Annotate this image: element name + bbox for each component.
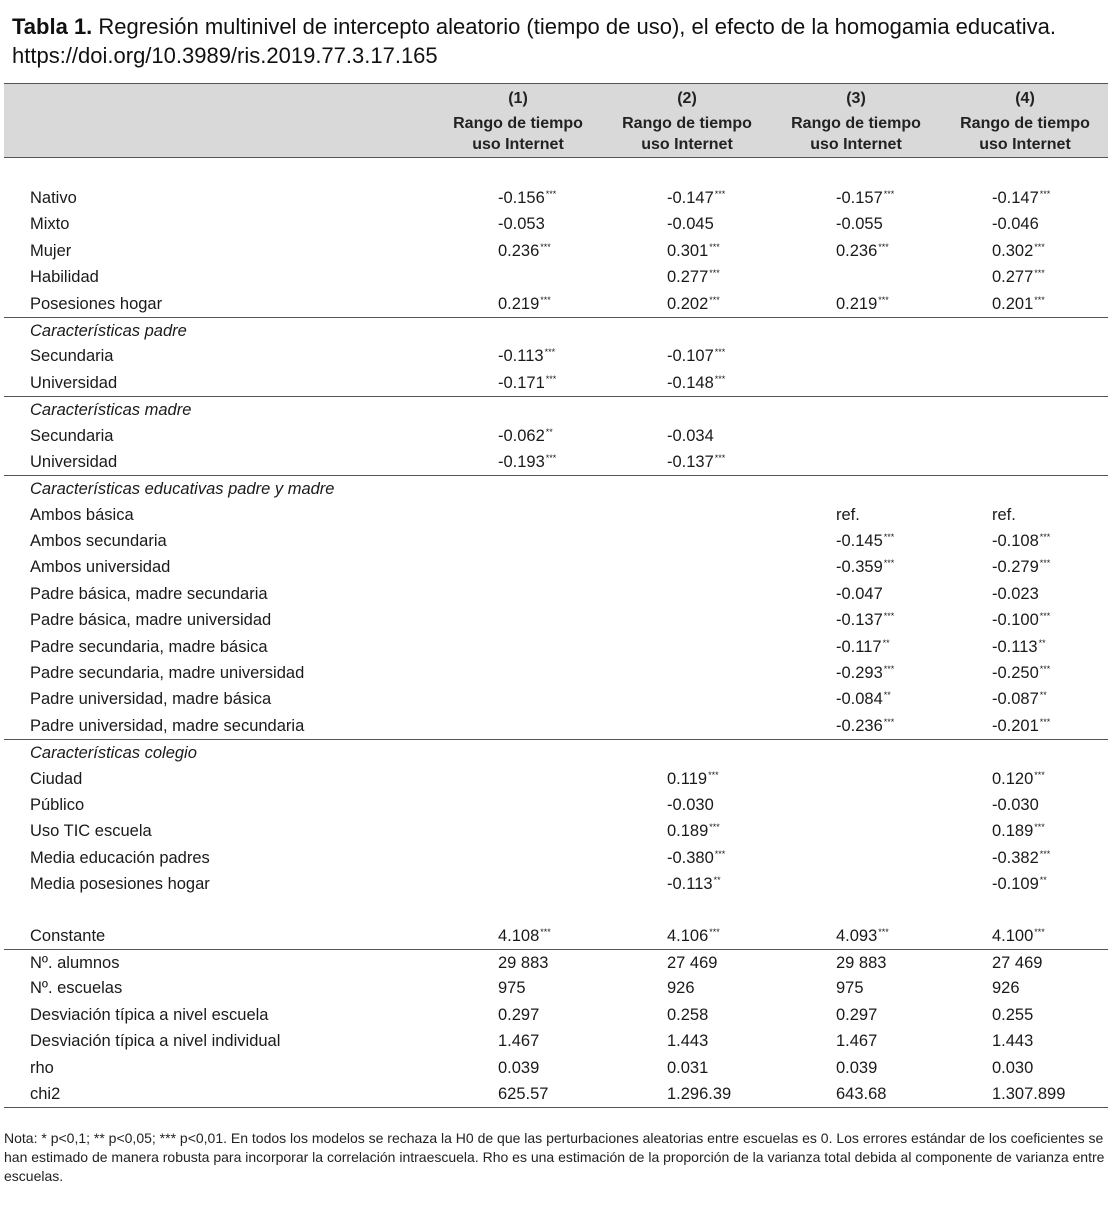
table-cell: 0.219***: [498, 294, 551, 313]
table-cell: -0.053: [498, 215, 545, 234]
significance-stars: ***: [883, 189, 895, 199]
row-label: Mixto: [30, 215, 70, 234]
significance-stars: ***: [709, 294, 720, 305]
table-cell: 1.296.39: [667, 1084, 732, 1103]
table-cell: 0.236***: [498, 241, 551, 260]
column-header-3: (3) Rango de tiempo uso Internet: [791, 90, 921, 153]
table-cell: 0.277***: [992, 268, 1045, 287]
significance-stars: ***: [883, 716, 895, 727]
table-cell: 0.189***: [992, 822, 1045, 841]
table-row: [4, 423, 1108, 449]
significance-stars: ***: [878, 294, 889, 305]
table-cell: 975: [498, 979, 526, 998]
table-cell: -0.382***: [992, 848, 1051, 867]
row-label: Media educación padres: [30, 848, 210, 867]
significance-stars: ***: [1034, 822, 1045, 833]
stats-row: [4, 1055, 1108, 1081]
significance-stars: **: [545, 426, 553, 437]
table-cell: -0.147***: [667, 189, 726, 207]
table-cell: -0.108***: [992, 532, 1051, 551]
table-cell: -0.171***: [498, 373, 557, 392]
table-cell: 926: [667, 979, 695, 998]
row-label: Mujer: [30, 241, 72, 260]
table-cell: 29 883: [836, 953, 887, 972]
significance-stars: ***: [709, 822, 720, 833]
significance-stars: ***: [1034, 241, 1045, 252]
significance-stars: ***: [878, 926, 889, 937]
significance-stars: ***: [709, 926, 720, 937]
row-label: Desviación típica a nivel escuela: [30, 1005, 269, 1024]
table-cell: 0.255: [992, 1005, 1034, 1024]
table-cell: -0.055: [836, 215, 883, 234]
row-label: Constante: [30, 926, 106, 945]
table-row: [4, 185, 1108, 211]
significance-stars: ***: [1034, 926, 1045, 937]
row-label: Público: [30, 795, 85, 814]
table-cell: 0.236***: [836, 241, 889, 260]
table-cell: -0.201***: [992, 716, 1051, 735]
row-label: Características madre: [30, 401, 192, 420]
table-cell: -0.107***: [667, 347, 726, 366]
stats-row: [4, 1081, 1108, 1107]
stats-row: [4, 1028, 1108, 1054]
significance-stars: ***: [540, 926, 551, 937]
significance-stars: ***: [883, 558, 895, 569]
table-cell: -0.117**: [836, 637, 890, 656]
table-cell: 4.108***: [498, 926, 551, 945]
table-cell: -0.148***: [667, 373, 726, 392]
significance-stars: ***: [1034, 268, 1045, 279]
column-header-2: (2) Rango de tiempo uso Internet: [622, 90, 752, 153]
table-row: [4, 686, 1108, 712]
row-label: Padre básica, madre universidad: [30, 611, 272, 630]
row-label: Media posesiones hogar: [30, 875, 210, 894]
table-cell: 975: [836, 979, 864, 998]
table-cell: -0.030: [992, 795, 1039, 814]
significance-stars: ***: [1034, 769, 1045, 780]
table-row: [4, 871, 1108, 897]
table-cell: 0.302***: [992, 241, 1045, 260]
table-cell: -0.380***: [667, 848, 726, 867]
table-cell: -0.113**: [992, 637, 1046, 656]
table-cell: 0.039: [498, 1058, 540, 1077]
section-header: [4, 317, 1108, 343]
significance-stars: ***: [714, 452, 726, 463]
table-note: Nota: * p<0,1; ** p<0,05; *** p<0,01. En todos los modelos se rechaza la H0 de que las perturbaciones aleatorias entre escuelas es 0. Los errores estándar de los coeficientes se han estimado de manera robusta para incorporar la correlación intraescuela. Rho es una estimación de la proporción de la varianza total debida al componente de varianza entre escuelas.: [4, 1130, 1105, 1184]
table-cell: -0.193***: [498, 452, 557, 471]
table-cell: 625.57: [498, 1084, 549, 1103]
table-cell: 4.100***: [992, 926, 1045, 945]
row-label: Uso TIC escuela: [30, 822, 152, 841]
significance-stars: **: [713, 875, 721, 886]
significance-stars: ***: [883, 532, 895, 543]
caption-label: Tabla 1.: [12, 14, 93, 39]
row-label: Padre universidad, madre básica: [30, 690, 272, 709]
table-cell: -0.279***: [992, 558, 1051, 577]
table-cell: 27 469: [667, 953, 718, 972]
table-caption: [12, 12, 1102, 70]
table-cell: 0.201***: [992, 294, 1045, 313]
row-label: Nativo: [30, 189, 77, 207]
table-cell: -0.030: [667, 795, 714, 814]
table-row: [4, 792, 1108, 818]
table-cell: -0.359***: [836, 558, 895, 577]
significance-stars: ***: [1039, 848, 1051, 859]
table-row: [4, 581, 1108, 607]
table-cell: -0.113***: [498, 347, 556, 366]
table-row: [4, 607, 1108, 633]
section-header: [4, 739, 1108, 765]
row-label: Padre secundaria, madre básica: [30, 637, 268, 656]
section-header: [4, 475, 1108, 501]
row-label: Padre básica, madre secundaria: [30, 584, 268, 603]
significance-stars: **: [1039, 875, 1047, 886]
table-cell: 0.277***: [667, 268, 720, 287]
table-cell: 27 469: [992, 953, 1043, 972]
significance-stars: ***: [709, 241, 720, 252]
table-cell: 0.030: [992, 1058, 1034, 1077]
row-label: Características colegio: [30, 744, 197, 763]
table-cell: 0.297: [836, 1005, 878, 1024]
table-cell: 643.68: [836, 1084, 887, 1103]
table-cell: 4.093***: [836, 926, 889, 945]
row-label: Desviación típica a nivel individual: [30, 1032, 281, 1051]
constant-row: [4, 923, 1108, 949]
table-cell: 0.202***: [667, 294, 720, 313]
table-cell: -0.293***: [836, 664, 895, 683]
row-label: Secundaria: [30, 347, 114, 366]
row-label: Padre secundaria, madre universidad: [30, 664, 305, 683]
table-cell: 1.307.899: [992, 1084, 1066, 1103]
row-label: Habilidad: [30, 268, 99, 287]
stats-row: [4, 975, 1108, 1001]
table-cell: 0.039: [836, 1058, 878, 1077]
significance-stars: ***: [1039, 664, 1051, 675]
significance-stars: ***: [540, 294, 551, 305]
table-cell: 0.120***: [992, 769, 1045, 788]
table-cell: -0.087**: [992, 690, 1047, 709]
table-cell: -0.045: [667, 215, 714, 234]
row-label: Nº. escuelas: [30, 979, 123, 998]
row-label: Ambos secundaria: [30, 532, 167, 551]
spacer: [4, 898, 1108, 923]
table-row: [4, 370, 1108, 396]
regression-table: [4, 83, 1108, 1108]
significance-stars: ***: [709, 268, 720, 279]
table-cell: -0.034: [667, 426, 714, 445]
row-label: Ciudad: [30, 769, 83, 788]
stats-row: [4, 1002, 1108, 1028]
table-row: [4, 528, 1108, 554]
table-cell: 0.189***: [667, 822, 720, 841]
row-label: Universidad: [30, 373, 118, 392]
table-row: [4, 238, 1108, 264]
significance-stars: ***: [714, 848, 726, 859]
table-cell: -0.113**: [667, 875, 721, 894]
table-cell: 0.258: [667, 1005, 709, 1024]
significance-stars: **: [1039, 690, 1047, 701]
significance-stars: ***: [545, 452, 557, 463]
significance-stars: **: [883, 690, 891, 701]
significance-stars: ***: [1039, 532, 1051, 543]
table-cell: 0.297: [498, 1005, 540, 1024]
row-label: Nº. alumnos: [30, 953, 120, 972]
row-label: chi2: [30, 1084, 61, 1103]
column-header-1: (1) Rango de tiempo uso Internet: [453, 90, 583, 153]
table-cell: 1.443: [667, 1032, 709, 1051]
table-row: [4, 554, 1108, 580]
significance-stars: ***: [545, 373, 557, 384]
table-cell: -0.137***: [667, 452, 726, 471]
table-cell: -0.023: [992, 584, 1039, 603]
row-label: Ambos universidad: [30, 558, 171, 577]
table-row: [4, 291, 1108, 317]
significance-stars: ***: [883, 611, 895, 622]
significance-stars: ***: [540, 241, 551, 252]
significance-stars: ***: [883, 664, 895, 675]
significance-stars: ***: [544, 347, 556, 358]
row-label: Secundaria: [30, 426, 114, 445]
table-cell: ref.: [836, 505, 860, 524]
table-cell: -0.109**: [992, 875, 1047, 894]
row-label: Universidad: [30, 452, 118, 471]
table-cell: -0.147***: [992, 189, 1051, 207]
table-cell: 0.031: [667, 1058, 709, 1077]
table-row: [4, 634, 1108, 660]
table-cell: 4.106***: [667, 926, 720, 945]
table-row: [4, 818, 1108, 844]
table-row: [4, 449, 1108, 475]
significance-stars: ***: [708, 769, 719, 780]
table-cell: 1.443: [992, 1032, 1034, 1051]
table-bottom-rule: [4, 1107, 1108, 1108]
row-label: Características educativas padre y madre: [30, 480, 335, 499]
significance-stars: ***: [1039, 558, 1051, 569]
column-header-4: (4) Rango de tiempo uso Internet: [960, 90, 1090, 153]
table-row: [4, 845, 1108, 871]
row-label: Padre universidad, madre secundaria: [30, 716, 305, 735]
table-cell: -0.157***: [836, 189, 895, 207]
table-body: [4, 158, 1108, 1108]
table-row: [4, 660, 1108, 686]
significance-stars: **: [882, 637, 890, 648]
significance-stars: ***: [714, 347, 726, 358]
significance-stars: ***: [1039, 716, 1051, 727]
table-header: [4, 83, 1108, 158]
significance-stars: ***: [545, 189, 557, 199]
table-cell: -0.145***: [836, 532, 895, 551]
significance-stars: **: [1038, 637, 1046, 648]
table-row: [4, 343, 1108, 369]
table-cell: 0.119***: [667, 769, 719, 788]
caption-text: Regresión multinivel de intercepto aleatorio (tiempo de uso), el efecto de la homogamia educativa. https://doi.org/10.3989/ris.2019.77.3.17.165: [12, 14, 1056, 68]
table-cell: -0.236***: [836, 716, 895, 735]
table-cell: 0.219***: [836, 294, 889, 313]
table-cell: -0.084**: [836, 690, 891, 709]
table-cell: 926: [992, 979, 1020, 998]
significance-stars: ***: [878, 241, 889, 252]
significance-stars: ***: [714, 373, 726, 384]
table-row: [4, 211, 1108, 237]
significance-stars: ***: [1039, 611, 1051, 622]
stats-row: [4, 949, 1108, 975]
row-label: rho: [30, 1058, 54, 1077]
table-cell: 1.467: [836, 1032, 878, 1051]
significance-stars: ***: [1034, 294, 1045, 305]
spacer: [4, 158, 1108, 185]
row-label: Posesiones hogar: [30, 294, 163, 313]
table-cell: 1.467: [498, 1032, 540, 1051]
table-cell: -0.062**: [498, 426, 553, 445]
table-cell: -0.047: [836, 584, 883, 603]
table-cell: 0.301***: [667, 241, 720, 260]
table-row: [4, 502, 1108, 528]
table-cell: -0.156***: [498, 189, 557, 207]
table-cell: -0.137***: [836, 611, 895, 630]
table-cell: 29 883: [498, 953, 549, 972]
table-cell: -0.100***: [992, 611, 1051, 630]
section-header: [4, 396, 1108, 422]
table-cell: -0.046: [992, 215, 1039, 234]
table-cell: -0.250***: [992, 664, 1051, 683]
significance-stars: ***: [714, 189, 726, 199]
table-row: [4, 766, 1108, 792]
table-cell: ref.: [992, 505, 1016, 524]
table-row: [4, 713, 1108, 739]
significance-stars: ***: [1039, 189, 1051, 199]
row-label: Ambos básica: [30, 505, 134, 524]
row-label: Características padre: [30, 321, 187, 340]
table-row: [4, 264, 1108, 290]
